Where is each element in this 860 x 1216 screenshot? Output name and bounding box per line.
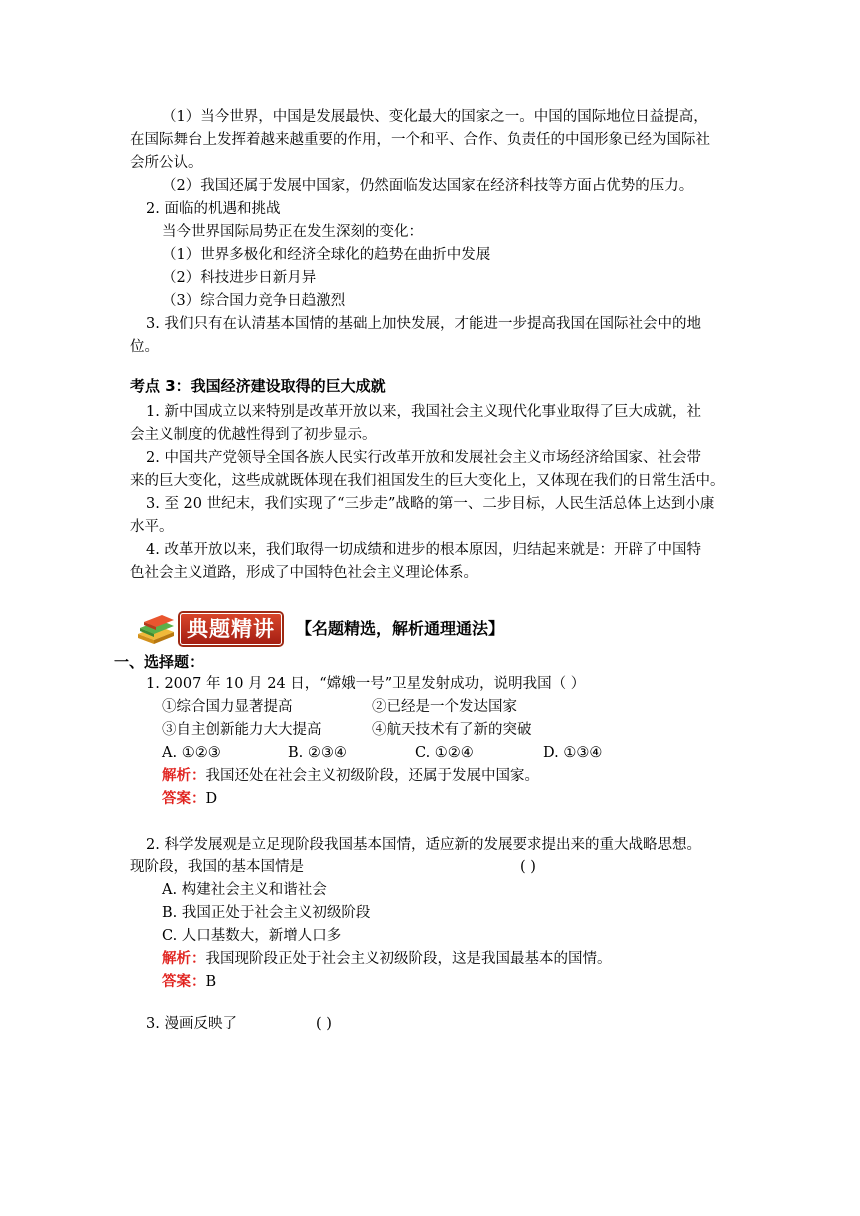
answer-line [162,972,216,992]
analysis-label: 解析： [162,950,206,967]
question-stem: 2. 科学发展观是立足现阶段我国基本国情，适应新的发展要求提出来的重大战略思想。 [146,837,701,853]
answer-label: 答案： [162,790,206,807]
choice-d: D. ①③④ [543,745,603,761]
answer-text: D [205,791,218,807]
choice-a: A. 构建社会主义和谐社会 [162,882,327,898]
section-banner [134,612,554,646]
text-line: 来的巨大变化，这些成就既体现在我们祖国发生的巨大变化上，又体现在我们的日常生活中。 [130,473,725,489]
text-line: 会所公认。 [130,155,203,171]
analysis-line [162,949,612,969]
question-stem: 现阶段，我国的基本国情是 [130,859,304,875]
text-line: 当今世界国际局势正在发生深刻的变化： [162,224,423,240]
answer-line [162,789,217,809]
text-line: 会主义制度的优越性得到了初步显示。 [130,427,377,443]
text-line: 在国际舞台上发挥着越来越重要的作用，一个和平、合作、负责任的中国形象已经为国际社 [130,132,710,148]
choice-b: B. ②③④ [288,745,347,761]
text-line: 2. 中国共产党领导全国各族人民实行改革开放和发展社会主义市场经济给国家、社会带 [146,450,701,466]
text-line: （1）当今世界，中国是发展最快、变化最大的国家之一。中国的国际地位日益提高， [162,109,708,125]
option-item: ④航天技术有了新的突破 [372,722,532,738]
analysis-label: 解析： [162,767,206,784]
option-item: ③自主创新能力大大提高 [162,722,322,738]
books-icon [134,612,178,646]
choice-c: C. ①②④ [415,745,474,761]
choice-a: A. ①②③ [162,745,221,761]
option-item: ①综合国力显著提高 [162,699,293,715]
text-line: 3. 我们只有在认清基本国情的基础上加快发展，才能进一步提高我国在国际社会中的地 [146,316,701,332]
section-heading: 考点 3：我国经济建设取得的巨大成就 [130,377,386,395]
text-line: （1）世界多极化和经济全球化的趋势在曲折中发展 [162,247,491,263]
text-line: 1. 新中国成立以来特别是改革开放以来，我国社会主义现代化事业取得了巨大成就，社 [146,404,701,420]
analysis-text: 我国现阶段正处于社会主义初级阶段，这是我国最基本的国情。 [205,951,612,967]
choice-c: C. 人口基数大，新增人口多 [162,928,342,944]
text-line: 3. 至 20 世纪末，我们实现了“三步走”战略的第一、二步目标，人民生活总体上达到小康 [146,496,715,512]
section-heading: 一、选择题： [114,653,205,671]
answer-parenthesis: ( ) [520,859,536,875]
text-line: （2）科技进步日新月异 [162,270,317,286]
banner-title: 典题精讲 [180,613,282,645]
answer-parenthesis: ( ) [316,1016,332,1032]
question-stem: 3. 漫画反映了 [146,1016,237,1032]
banner-subtitle: 【名题精选，解析通理通法】 [296,619,505,638]
text-line: 2. 面临的机遇和挑战 [146,201,281,217]
text-line: 色社会主义道路，形成了中国特色社会主义理论体系。 [130,565,478,581]
text-line: 4. 改革开放以来，我们取得一切成绩和进步的根本原因，归结起来就是：开辟了中国特 [146,542,701,558]
answer-label: 答案： [162,973,206,990]
question-stem: 1. 2007 年 10 月 24 日，“嫦娥一号”卫星发射成功，说明我国（ ） [146,676,586,692]
text-line: （2）我国还属于发展中国家，仍然面临发达国家在经济科技等方面占优势的压力。 [162,178,694,194]
choice-b: B. 我国正处于社会主义初级阶段 [162,905,371,921]
option-item: ②已经是一个发达国家 [372,699,517,715]
text-line: （3）综合国力竞争日趋激烈 [162,293,346,309]
answer-text: B [205,974,217,990]
text-line: 水平。 [130,519,174,535]
text-line: 位。 [130,339,159,355]
analysis-line [162,766,539,786]
analysis-text: 我国还处在社会主义初级阶段，还属于发展中国家。 [205,768,539,784]
